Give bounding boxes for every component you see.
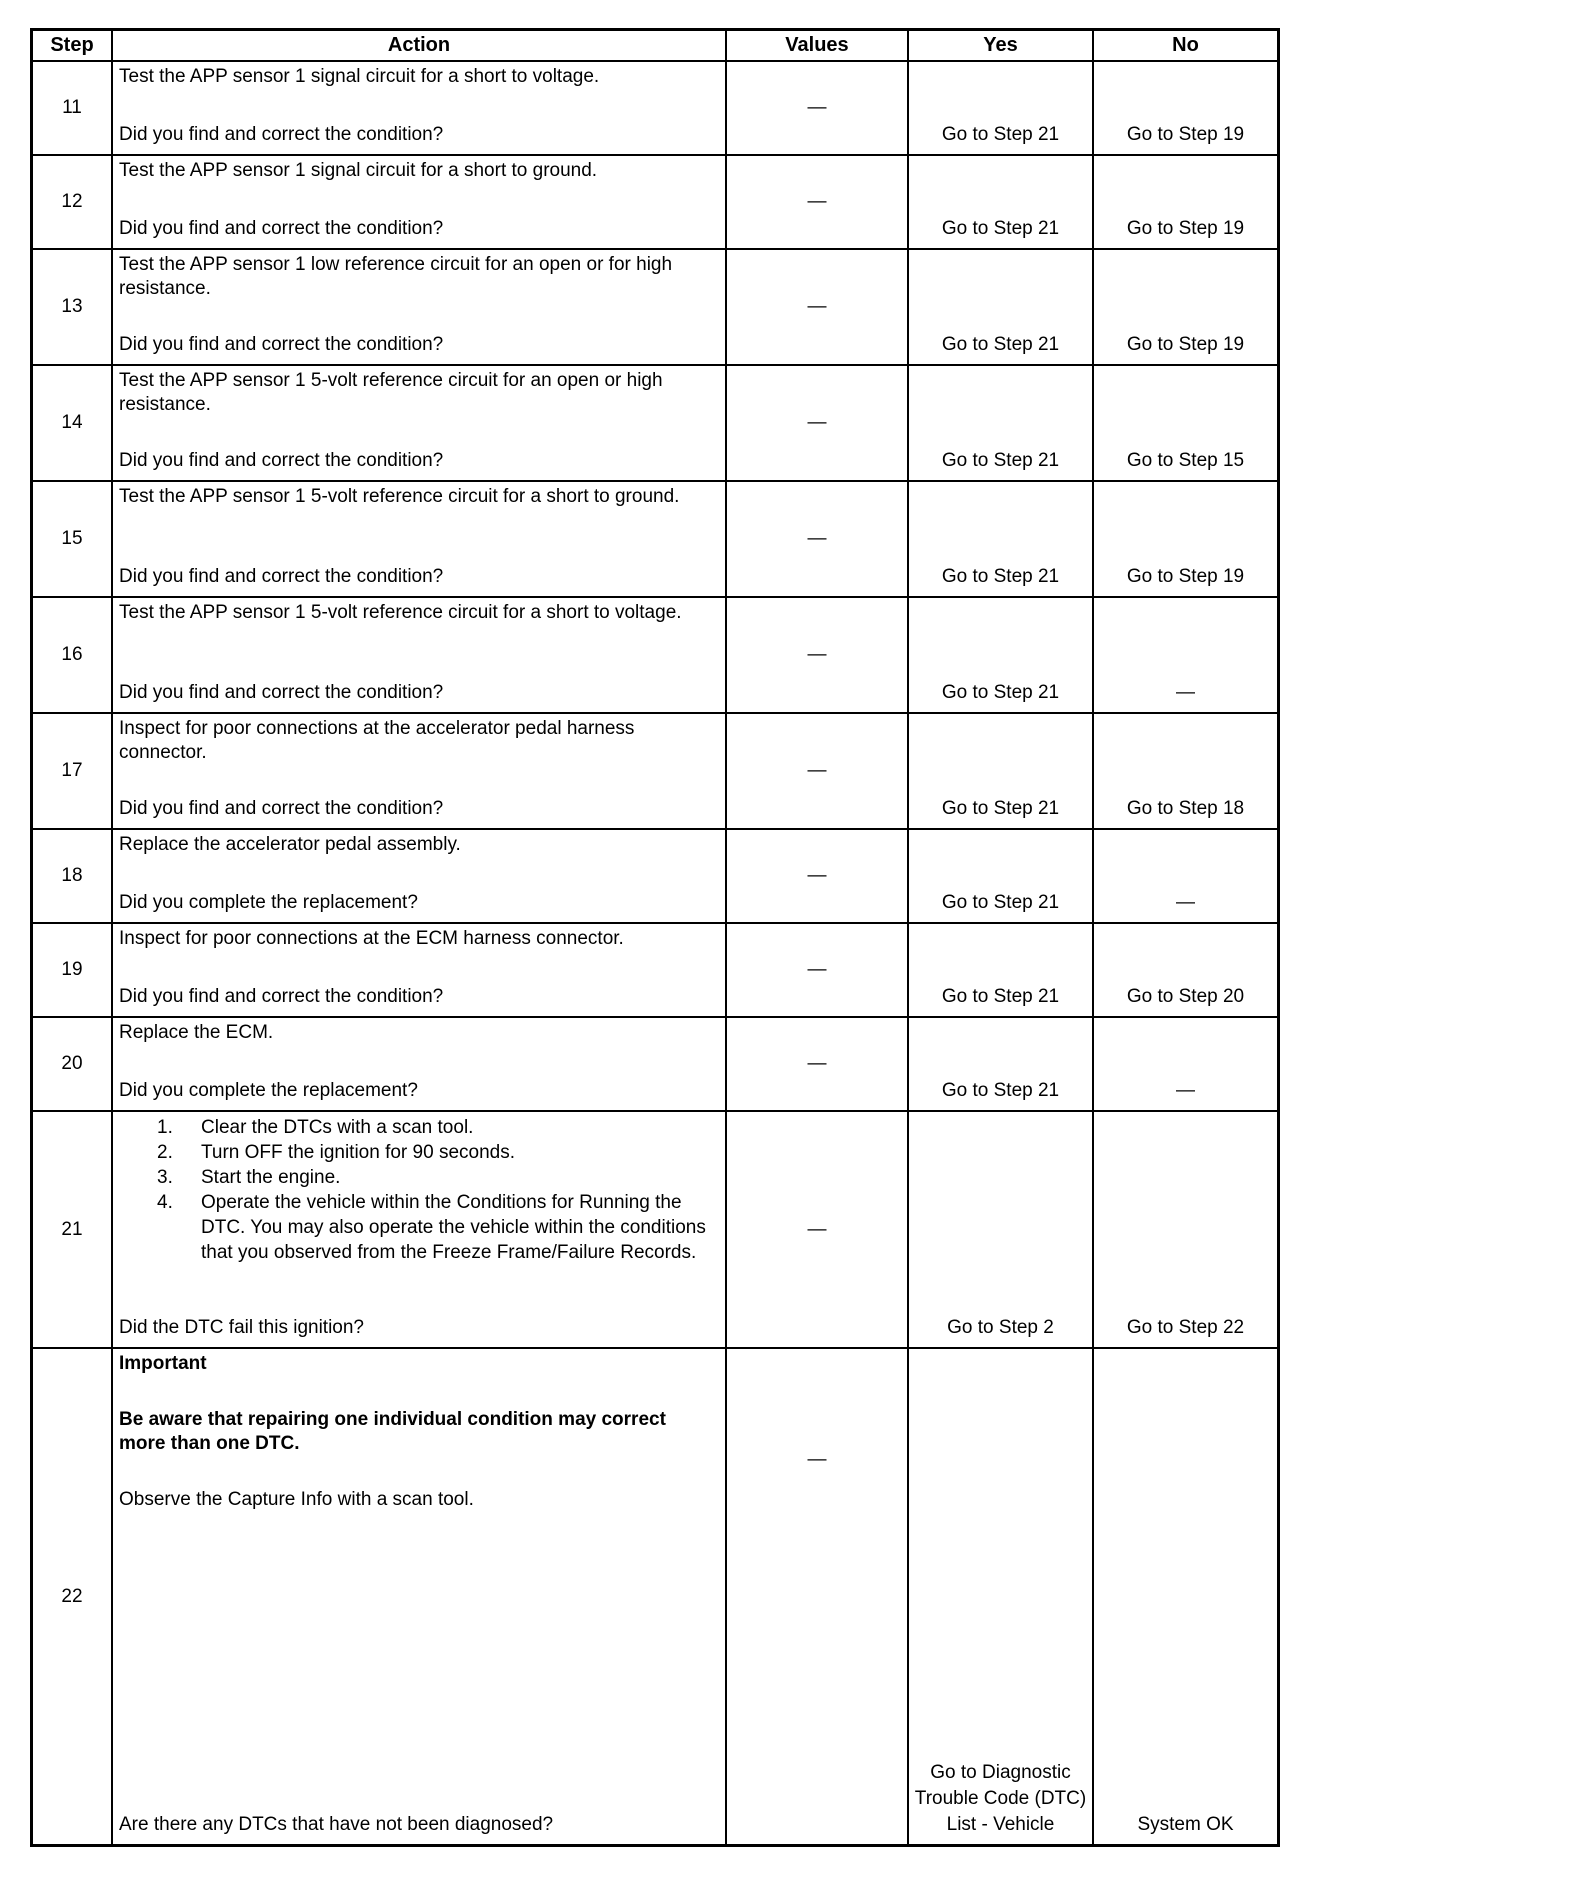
values-cell: [727, 598, 907, 712]
list-item-text: Clear the DTCs with a scan tool.: [201, 1117, 474, 1138]
no-instruction: Go to Step 15: [1126, 450, 1245, 471]
action-cell: [113, 62, 725, 154]
values-cell: [727, 1349, 907, 1844]
step-cell: [33, 482, 111, 596]
values-dash: —: [807, 296, 827, 317]
values-cell: [727, 366, 907, 480]
action-cell: [113, 156, 725, 248]
values-dash: —: [807, 191, 827, 212]
no-instruction: Go to Step 19: [1126, 334, 1245, 355]
action-cell: [113, 1349, 725, 1844]
action-numbered-list: [119, 1115, 717, 1265]
list-item-number: 4.: [157, 1192, 173, 1213]
values-cell: [727, 1112, 907, 1347]
yes-cell: [909, 830, 1092, 922]
yes-cell: [909, 366, 1092, 480]
action-cell: [113, 714, 725, 828]
no-cell: [1094, 482, 1277, 596]
values-dash: —: [807, 959, 827, 980]
yes-instruction: Go to Step 21: [941, 566, 1060, 587]
action-paragraph: Important: [119, 1353, 207, 1374]
action-paragraph: Replace the accelerator pedal assembly.: [119, 834, 461, 855]
yes-instruction: Go to Step 21: [941, 450, 1060, 471]
yes-instruction: Go to Step 21: [941, 986, 1060, 1007]
yes-cell: [909, 482, 1092, 596]
action-question: Did the DTC fail this ignition?: [119, 1317, 364, 1338]
action-cell: [113, 1018, 725, 1110]
no-instruction: System OK: [1137, 1814, 1234, 1835]
action-question: Did you find and correct the condition?: [119, 682, 444, 703]
yes-cell: [909, 1349, 1092, 1844]
values-cell: [727, 156, 907, 248]
step-cell: [33, 250, 111, 364]
action-question: Did you find and correct the condition?: [119, 798, 444, 819]
no-instruction: Go to Step 22: [1126, 1317, 1245, 1338]
action-cell: [113, 924, 725, 1016]
yes-instruction: Go to Step 21: [941, 124, 1060, 145]
list-item-number: 2.: [157, 1142, 173, 1163]
no-instruction: —: [1176, 1080, 1195, 1101]
column-header-yes: Yes: [909, 31, 1092, 60]
values-cell: [727, 714, 907, 828]
action-list-item: [157, 1140, 717, 1165]
diagnostic-table: [30, 28, 1280, 1847]
yes-cell: [909, 598, 1092, 712]
step-cell: [33, 1349, 111, 1844]
step-cell: [33, 156, 111, 248]
step-number: 17: [61, 760, 83, 781]
step-number: 18: [61, 865, 83, 886]
no-cell: [1094, 62, 1277, 154]
no-instruction: —: [1176, 682, 1195, 703]
action-question: Did you find and correct the condition?: [119, 986, 444, 1007]
step-cell: [33, 830, 111, 922]
values-dash: —: [807, 412, 827, 433]
values-dash: —: [807, 1053, 827, 1074]
step-cell: [33, 62, 111, 154]
yes-cell: [909, 1018, 1092, 1110]
no-cell: [1094, 1018, 1277, 1110]
step-number: 19: [61, 959, 83, 980]
no-cell: [1094, 1112, 1277, 1347]
yes-instruction: Go to Step 21: [941, 1080, 1060, 1101]
yes-cell: [909, 924, 1092, 1016]
step-number: 14: [61, 412, 83, 433]
action-cell: [113, 366, 725, 480]
yes-cell: [909, 250, 1092, 364]
no-cell: [1094, 830, 1277, 922]
step-number: 12: [61, 191, 83, 212]
yes-instruction: Go to Step 21: [941, 798, 1060, 819]
list-item-text: Start the engine.: [201, 1167, 341, 1188]
action-paragraph: Test the APP sensor 1 signal circuit for a short to ground.: [119, 160, 598, 181]
values-dash: —: [807, 760, 827, 781]
action-question: Did you find and correct the condition?: [119, 124, 444, 145]
list-item-number: 1.: [157, 1117, 173, 1138]
no-cell: [1094, 714, 1277, 828]
action-paragraph: Inspect for poor connections at the accelerator pedal harness connector.: [119, 718, 635, 763]
action-paragraph: Inspect for poor connections at the ECM harness connector.: [119, 928, 624, 949]
action-list-item: [157, 1165, 717, 1190]
yes-cell: [909, 156, 1092, 248]
action-question: Did you complete the replacement?: [119, 892, 418, 913]
no-instruction: Go to Step 19: [1126, 566, 1245, 587]
action-paragraph: Test the APP sensor 1 low reference circuit for an open or for high resistance.: [119, 254, 673, 299]
step-cell: [33, 1112, 111, 1347]
action-paragraph: Observe the Capture Info with a scan tool.: [119, 1489, 474, 1510]
no-instruction: Go to Step 18: [1126, 798, 1245, 819]
action-paragraph: Test the APP sensor 1 5-volt reference circuit for an open or high resistance.: [119, 370, 663, 415]
action-question: Did you complete the replacement?: [119, 1080, 418, 1101]
list-item-text: Operate the vehicle within the Conditions for Running the DTC. You may also operate the vehicle within the conditions that you observed from the Freeze Frame/Failure Records.: [201, 1192, 706, 1263]
no-cell: [1094, 598, 1277, 712]
action-question: Did you find and correct the condition?: [119, 566, 444, 587]
yes-cell: [909, 714, 1092, 828]
values-dash: —: [807, 644, 827, 665]
yes-instruction: Go to Diagnostic Trouble Code (DTC) List - Vehicle: [914, 1762, 1087, 1835]
no-cell: [1094, 366, 1277, 480]
yes-instruction: Go to Step 21: [941, 892, 1060, 913]
values-cell: [727, 924, 907, 1016]
step-number: 20: [61, 1053, 83, 1074]
values-dash: —: [807, 528, 827, 549]
step-number: 13: [61, 296, 83, 317]
action-list-item: [157, 1115, 717, 1140]
no-cell: [1094, 1349, 1277, 1844]
values-dash: —: [807, 97, 827, 118]
list-item-number: 3.: [157, 1167, 173, 1188]
values-cell: [727, 1018, 907, 1110]
step-cell: [33, 924, 111, 1016]
action-question: Are there any DTCs that have not been diagnosed?: [119, 1814, 554, 1835]
yes-instruction: Go to Step 21: [941, 334, 1060, 355]
values-cell: [727, 62, 907, 154]
no-instruction: Go to Step 19: [1126, 218, 1245, 239]
list-item-text: Turn OFF the ignition for 90 seconds.: [201, 1142, 516, 1163]
values-cell: [727, 830, 907, 922]
action-paragraph: Test the APP sensor 1 5-volt reference circuit for a short to voltage.: [119, 602, 682, 623]
no-cell: [1094, 250, 1277, 364]
action-question: Did you find and correct the condition?: [119, 218, 444, 239]
values-dash: —: [807, 1218, 827, 1240]
values-cell: [727, 250, 907, 364]
step-cell: [33, 714, 111, 828]
column-header-values: Values: [727, 31, 907, 60]
step-number: 15: [61, 528, 83, 549]
no-cell: [1094, 924, 1277, 1016]
step-number: 22: [61, 1585, 83, 1607]
column-header-step: Step: [33, 31, 111, 60]
no-cell: [1094, 156, 1277, 248]
step-cell: [33, 366, 111, 480]
action-cell: [113, 598, 725, 712]
column-header-action: Action: [113, 31, 725, 60]
step-cell: [33, 1018, 111, 1110]
no-instruction: Go to Step 19: [1126, 124, 1245, 145]
values-dash: —: [807, 865, 827, 886]
action-cell: [113, 1112, 725, 1347]
action-question: Did you find and correct the condition?: [119, 334, 444, 355]
values-dash: —: [807, 1449, 827, 1470]
action-paragraph: Test the APP sensor 1 5-volt reference circuit for a short to ground.: [119, 486, 680, 507]
yes-cell: [909, 1112, 1092, 1347]
action-cell: [113, 830, 725, 922]
action-cell: [113, 482, 725, 596]
step-number: 16: [61, 644, 83, 665]
no-instruction: —: [1176, 892, 1195, 913]
step-number: 11: [62, 97, 82, 118]
action-cell: [113, 250, 725, 364]
step-cell: [33, 598, 111, 712]
action-list-item: [157, 1190, 717, 1265]
action-paragraph: Test the APP sensor 1 signal circuit for a short to voltage.: [119, 66, 600, 87]
yes-instruction: Go to Step 2: [947, 1317, 1054, 1338]
yes-instruction: Go to Step 21: [941, 682, 1060, 703]
yes-instruction: Go to Step 21: [941, 218, 1060, 239]
action-question: Did you find and correct the condition?: [119, 450, 444, 471]
column-header-no: No: [1094, 31, 1277, 60]
no-instruction: Go to Step 20: [1126, 986, 1245, 1007]
yes-cell: [909, 62, 1092, 154]
values-cell: [727, 482, 907, 596]
action-paragraph: Be aware that repairing one individual condition may correct more than one DTC.: [119, 1409, 666, 1454]
step-number: 21: [61, 1218, 83, 1240]
action-paragraph: Replace the ECM.: [119, 1022, 274, 1043]
